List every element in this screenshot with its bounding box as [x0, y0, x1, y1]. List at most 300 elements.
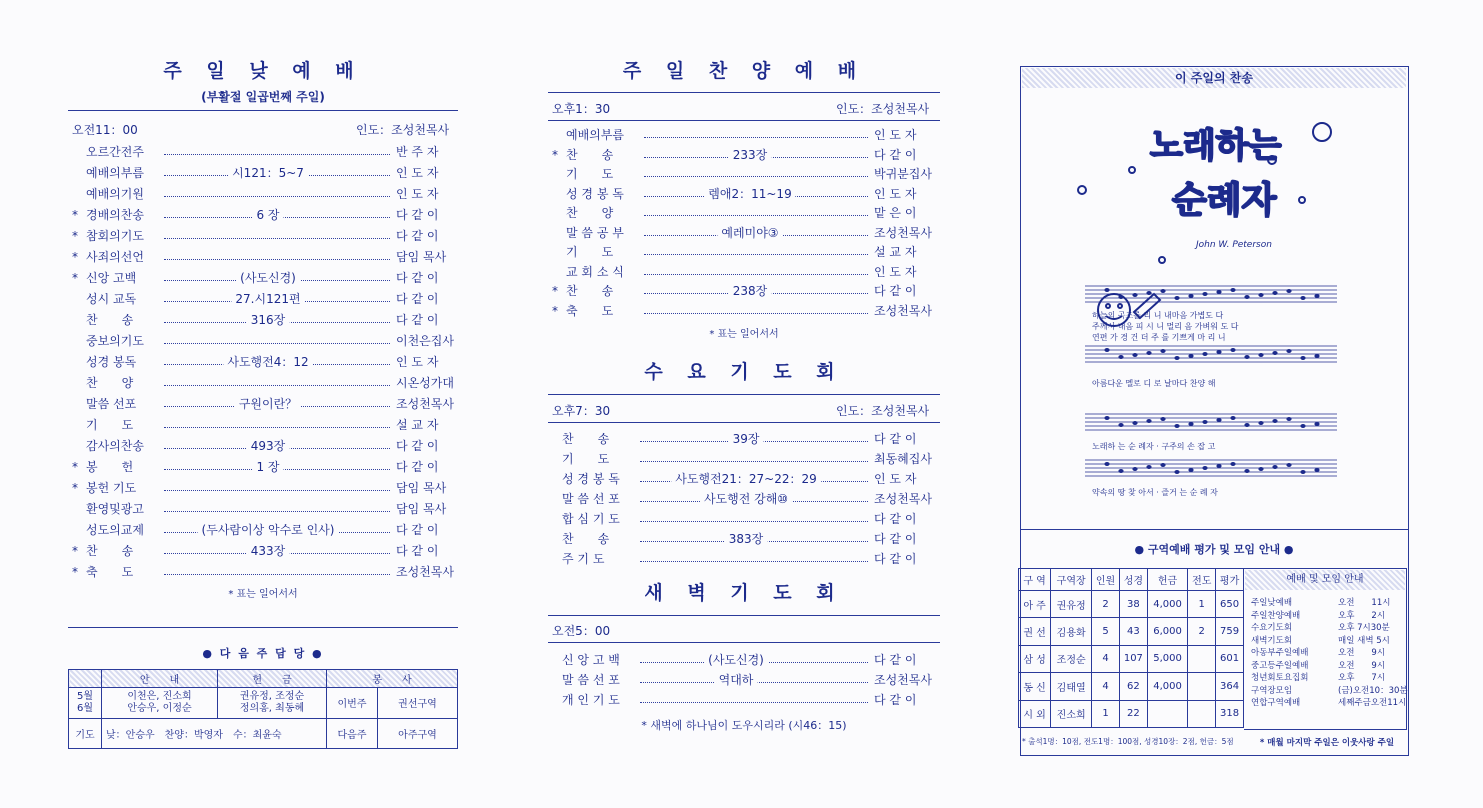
- item-value: 433장: [247, 542, 290, 560]
- item-label: 찬 송: [566, 147, 614, 162]
- item-leader: 다 같 이: [874, 512, 917, 526]
- item-leader: 조성천목사: [874, 303, 932, 318]
- item-label: 기 도: [566, 167, 614, 181]
- list-item: [552, 185, 940, 203]
- item-label: 경배의찬송: [86, 208, 144, 222]
- section-title: 새 벽 기 도 회: [644, 582, 844, 604]
- list-item: [72, 395, 458, 413]
- item-value: 사도행전 강해⑩: [700, 490, 792, 508]
- eval-cell: [1147, 700, 1188, 727]
- item-value: 역대하: [715, 671, 758, 689]
- list-item: [72, 143, 458, 161]
- music-note: [1104, 416, 1109, 420]
- music-note: [1244, 295, 1249, 299]
- duty-header-offering: 헌 금: [218, 670, 327, 688]
- item-value: 27.시121편: [231, 290, 304, 308]
- music-note: [1244, 469, 1249, 473]
- dotted-leader: [164, 259, 390, 260]
- table-row: [1019, 618, 1244, 645]
- dotted-leader: [644, 254, 868, 255]
- music-note: [1174, 356, 1179, 360]
- item-label: 말씀 선포: [86, 397, 137, 411]
- dotted-leader: [164, 574, 390, 575]
- schedule-item-name: 구역장모임: [1251, 685, 1293, 696]
- music-note: [1216, 290, 1221, 294]
- music-note: [1314, 354, 1319, 358]
- standing-mark: *: [552, 147, 558, 162]
- list-item: [72, 311, 458, 329]
- eval-header: 구역장: [1051, 569, 1092, 591]
- music-note: [1118, 295, 1123, 299]
- music-note: [1272, 465, 1277, 469]
- list-item: [72, 542, 458, 560]
- music-note: [1300, 296, 1305, 300]
- schedule-item-time: 세째주금오전11시: [1338, 698, 1407, 708]
- item-value: 238장: [729, 282, 772, 300]
- list-item: [548, 530, 940, 548]
- standing-mark: *: [72, 544, 78, 558]
- item-label: 예배의부름: [86, 166, 144, 180]
- item-label: 말 씀 공 부: [566, 225, 624, 240]
- list-item: [72, 500, 458, 518]
- list-item: [552, 204, 940, 222]
- hymn-title-line2: 순례자: [1172, 180, 1277, 221]
- eval-cell: 4,000: [1147, 591, 1188, 618]
- music-note: [1160, 289, 1165, 293]
- eval-cell: 5: [1092, 618, 1120, 645]
- schedule-item-name: 주일찬양예배: [1251, 610, 1301, 621]
- item-value: 렘애2：11~19: [704, 185, 795, 203]
- item-leader: 담임 목사: [396, 250, 447, 264]
- item-leader: 반 주 자: [396, 145, 439, 159]
- item-value: 구원이란？: [235, 395, 301, 413]
- eval-cell: 107: [1119, 645, 1147, 672]
- page-subtitle: (부활절 일곱번째 주일): [201, 90, 325, 104]
- list-item: [552, 126, 940, 144]
- dotted-leader: [164, 490, 390, 491]
- divider: [548, 92, 940, 93]
- schedule-item-time: 매일 새벽 5시: [1338, 635, 1390, 646]
- eval-cell: 1: [1188, 591, 1216, 618]
- eval-cell: 4: [1092, 645, 1120, 672]
- item-label: 성경 봉독: [86, 355, 137, 369]
- music-note: [1258, 421, 1263, 425]
- eval-cell: 권유정: [1051, 591, 1092, 618]
- dotted-leader: [644, 215, 868, 216]
- list-item: [72, 290, 458, 308]
- service-time: 오전5：00: [552, 624, 611, 638]
- eval-cell: 759: [1216, 618, 1244, 645]
- standing-mark: *: [72, 250, 78, 264]
- dotted-leader: [644, 313, 868, 314]
- list-item: [548, 651, 940, 669]
- eval-header: 구 역: [1019, 569, 1051, 591]
- standing-mark: *: [552, 284, 558, 298]
- list-item: [72, 248, 458, 266]
- list-item: [548, 430, 940, 448]
- list-item: [72, 269, 458, 287]
- monthly-note: * 매월 마지막 주일은 이웃사랑 주일: [1259, 738, 1395, 748]
- music-note: [1132, 421, 1137, 425]
- divider: [548, 615, 940, 616]
- item-value: (두사람이상 악수로 인사): [198, 521, 339, 539]
- composer: John W. Peterson: [1196, 240, 1272, 250]
- music-note: [1272, 291, 1277, 295]
- item-leader: 다 같 이: [874, 532, 917, 546]
- item-value: 1 장: [252, 458, 283, 476]
- item-leader: 다 같 이: [874, 147, 917, 162]
- schedule-item-name: 주일낮예배: [1251, 598, 1293, 608]
- lyrics-refrain2: 노래하 는 순 례자 · 구주의 손 잡 고: [1092, 442, 1216, 451]
- music-note: [1286, 463, 1291, 467]
- item-leader: 다 같 이: [396, 271, 439, 285]
- item-leader: 설 교 자: [396, 418, 439, 432]
- duty-title: ● 다 음 주 담 당 ●: [202, 647, 324, 660]
- eval-cell: 조정순: [1051, 645, 1092, 672]
- item-leader: 인 도 자: [396, 187, 439, 201]
- lyrics-refrain3: 약속의 땅 찾 아서 · 즐거 는 순 례 자: [1092, 488, 1218, 497]
- music-note: [1146, 465, 1151, 469]
- music-note: [1272, 351, 1277, 355]
- eval-header: 전도: [1188, 569, 1216, 591]
- duty-week-label: 다음주: [327, 718, 378, 748]
- item-label: 찬 송: [562, 532, 610, 546]
- schedule-item-time: 오전 9시: [1338, 660, 1386, 671]
- music-note: [1244, 355, 1249, 359]
- music-note: [1230, 462, 1235, 466]
- divider: [1020, 529, 1408, 530]
- item-label: 합 심 기 도: [562, 512, 620, 526]
- music-note: [1230, 416, 1235, 420]
- dotted-leader: [644, 176, 868, 177]
- music-note: [1146, 351, 1151, 355]
- item-leader: 조성천목사: [396, 565, 454, 579]
- item-leader: 다 같 이: [396, 523, 439, 537]
- list-item: [72, 374, 458, 392]
- music-note: [1258, 353, 1263, 357]
- music-note: [1216, 464, 1221, 468]
- list-item: [552, 146, 940, 164]
- item-leader: 인 도 자: [874, 472, 917, 486]
- item-leader: 인 도 자: [874, 264, 917, 279]
- standing-mark: *: [72, 565, 78, 579]
- item-leader: 최동혜집사: [874, 452, 932, 466]
- flower-icon: [1313, 123, 1331, 141]
- service-time: 오후1：30: [552, 102, 611, 116]
- dotted-leader: [644, 137, 868, 138]
- schedule-item-time: 오후 2시: [1338, 610, 1386, 621]
- eval-cell: 318: [1216, 700, 1244, 727]
- eval-cell: 650: [1216, 591, 1244, 618]
- item-label: 축 도: [566, 303, 614, 318]
- item-label: 성 경 봉 독: [566, 186, 624, 201]
- music-note: [1174, 424, 1179, 428]
- item-label: 성도의교제: [86, 523, 144, 537]
- list-item: [72, 416, 458, 434]
- standing-mark: *: [72, 208, 78, 222]
- item-label: 기 도: [566, 245, 614, 259]
- item-label: 기 도: [562, 452, 610, 466]
- item-label: 주 기 도: [562, 552, 605, 566]
- item-label: 오르간전주: [86, 145, 144, 159]
- list-item: [548, 510, 940, 528]
- eval-cell: 김태열: [1051, 673, 1092, 700]
- duty-header-service: 봉 사: [327, 670, 458, 688]
- item-leader: 조성천목사: [874, 673, 932, 687]
- table-row: [1019, 700, 1244, 727]
- service-leader: 인도：조성천목사: [356, 123, 450, 137]
- standing-note: * 표는 일어서서: [709, 329, 779, 340]
- dotted-leader: [164, 385, 390, 386]
- music-note: [1258, 293, 1263, 297]
- item-leader: 다 같 이: [396, 313, 439, 327]
- schedule-item-time: 오전 9시: [1338, 648, 1386, 658]
- music-note: [1258, 467, 1263, 471]
- item-label: 예배의기원: [86, 187, 144, 201]
- music-note: [1216, 418, 1221, 422]
- music-note: [1104, 288, 1109, 292]
- item-value: 사도행전4：12: [223, 353, 312, 371]
- item-leader: 시온성가대: [396, 376, 454, 390]
- schedule-item-name: 아동부주일예배: [1251, 648, 1309, 658]
- music-note: [1174, 470, 1179, 474]
- eval-cell: 4,000: [1147, 673, 1188, 700]
- item-leader: 다 같 이: [874, 653, 917, 667]
- divider: [548, 642, 940, 643]
- item-label: 개 인 기 도: [562, 693, 620, 707]
- standing-mark: *: [72, 229, 78, 243]
- item-value: 6 장: [252, 206, 283, 224]
- standing-mark: *: [72, 460, 78, 474]
- music-note: [1286, 417, 1291, 421]
- eval-header: 헌금: [1147, 569, 1188, 591]
- music-note: [1118, 423, 1123, 427]
- list-item: [548, 490, 940, 508]
- dotted-leader: [644, 274, 868, 275]
- music-note: [1230, 348, 1235, 352]
- music-note: [1244, 423, 1249, 427]
- music-note: [1118, 469, 1123, 473]
- item-leader: 설 교 자: [874, 245, 917, 259]
- duty-service-group: 권선구역: [378, 688, 458, 718]
- eval-cell: 6,000: [1147, 618, 1188, 645]
- eval-cell: 22: [1119, 700, 1147, 727]
- divider: [548, 120, 940, 121]
- list-item: [552, 224, 940, 242]
- list-item: [552, 282, 940, 300]
- music-note: [1160, 349, 1165, 353]
- dotted-leader: [164, 154, 390, 155]
- item-label: 찬 양: [86, 376, 134, 390]
- divider: [68, 627, 458, 628]
- duty-usher-names: 이천은, 진소희 안승우, 이정순: [102, 688, 218, 718]
- duty-header-blank: [69, 670, 102, 688]
- schedule-header: 예배 및 모임 안내: [1245, 570, 1405, 590]
- item-leader: 다 같 이: [396, 544, 439, 558]
- eval-cell: 진소희: [1051, 700, 1092, 727]
- eval-cell: 5,000: [1147, 645, 1188, 672]
- eval-cell: [1188, 645, 1216, 672]
- music-note: [1174, 296, 1179, 300]
- item-leader: 다 같 이: [396, 460, 439, 474]
- section-title: 수 요 기 도 회: [644, 361, 844, 383]
- standing-mark: *: [552, 303, 558, 318]
- eval-cell: [1188, 700, 1216, 727]
- music-note: [1314, 468, 1319, 472]
- list-item: [72, 206, 458, 224]
- eval-header: 성경: [1119, 569, 1147, 591]
- list-item: [548, 450, 940, 468]
- schedule-item-time: 오후 7시: [1338, 673, 1386, 683]
- schedule-item-name: 연합구역예배: [1251, 698, 1301, 708]
- duty-date: 5월 6월: [69, 688, 102, 718]
- hymn-banner: 이 주일의 찬송: [1022, 68, 1406, 88]
- dotted-leader: [640, 521, 868, 522]
- music-note: [1104, 462, 1109, 466]
- lyrics-refrain1: 아름다운 멜로 디 로 날마다 찬양 해: [1092, 379, 1216, 388]
- item-value: (사도신경): [704, 651, 768, 669]
- item-value: 사도행전21：27~22：29: [671, 470, 821, 488]
- item-leader: 인 도 자: [396, 166, 439, 180]
- eval-header: 평가: [1216, 569, 1244, 591]
- schedule-item-name: 중고등주일예배: [1251, 660, 1309, 671]
- dotted-leader: [164, 427, 390, 428]
- item-leader: 인 도 자: [874, 128, 917, 142]
- service-time: 오전11：00: [72, 123, 138, 137]
- list-item: [552, 243, 940, 261]
- music-note: [1300, 470, 1305, 474]
- item-leader: 박귀분집사: [874, 167, 932, 181]
- item-leader: 담임 목사: [396, 502, 447, 516]
- divider: [548, 394, 940, 395]
- divider: [68, 110, 458, 111]
- item-leader: 다 같 이: [874, 284, 917, 298]
- music-note: [1188, 422, 1193, 426]
- table-row: [1019, 645, 1244, 672]
- list-item: [548, 470, 940, 488]
- item-leader: 다 같 이: [874, 432, 917, 446]
- duty-prayer-label: 기도: [69, 718, 102, 748]
- list-item: [72, 479, 458, 497]
- item-label: 신앙 고백: [86, 271, 137, 285]
- item-value: 시121：5~7: [228, 164, 308, 182]
- dotted-leader: [164, 238, 390, 239]
- list-item: [548, 671, 940, 689]
- list-item: [552, 263, 940, 281]
- eval-cell: 4: [1092, 673, 1120, 700]
- item-label: 축 도: [86, 565, 134, 579]
- item-label: 찬 송: [562, 432, 610, 446]
- schedule-item-time: 오전 11시: [1338, 598, 1391, 608]
- item-leader: 조성천목사: [396, 397, 454, 411]
- dotted-leader: [640, 461, 868, 462]
- music-note: [1314, 294, 1319, 298]
- dotted-leader: [164, 196, 390, 197]
- duty-service-group: 아주구역: [378, 718, 458, 748]
- eval-cell: 삼 성: [1019, 645, 1051, 672]
- item-label: 말 씀 선 포: [562, 492, 620, 506]
- page-title: 주 일 낮 예 배: [163, 60, 363, 82]
- list-item: [72, 563, 458, 581]
- music-note: [1104, 348, 1109, 352]
- schedule-item-time: 오후 7시30분: [1338, 623, 1390, 633]
- eval-cell: 2: [1188, 618, 1216, 645]
- dawn-verse: * 새벽에 하나님이 도우시리라 (시46：15): [641, 719, 847, 732]
- item-leader: 인 도 자: [396, 355, 439, 369]
- list-item: [548, 691, 940, 709]
- standing-note: * 표는 일어서서: [228, 589, 298, 600]
- music-note: [1300, 356, 1305, 360]
- item-value: (사도신경): [236, 269, 300, 287]
- music-note: [1202, 292, 1207, 296]
- item-label: 기 도: [86, 418, 134, 432]
- eval-cell: 동 신: [1019, 673, 1051, 700]
- item-label: 성 경 봉 독: [562, 472, 620, 486]
- lyrics-verse2: 주께서 내음 피 시 니 멀리 음 가벼워 도 다: [1092, 322, 1239, 331]
- eval-cell: 38: [1119, 591, 1147, 618]
- eval-cell: 권 선: [1019, 618, 1051, 645]
- eval-cell: 62: [1119, 673, 1147, 700]
- item-leader: 다 같 이: [396, 439, 439, 453]
- music-note: [1132, 467, 1137, 471]
- schedule-item-time: (금)오전10：30분: [1338, 685, 1408, 696]
- eval-cell: 43: [1119, 618, 1147, 645]
- district-eval-table: [1018, 568, 1244, 728]
- item-value: 493장: [247, 437, 290, 455]
- music-note: [1160, 417, 1165, 421]
- item-label: 봉헌 기도: [86, 481, 137, 495]
- duty-offering-names: 권유정, 조정순 정의홍, 최동혜: [218, 688, 327, 718]
- music-note: [1300, 424, 1305, 428]
- duty-week-label: 이번주: [327, 688, 378, 718]
- list-item: [552, 165, 940, 183]
- music-note: [1216, 350, 1221, 354]
- eval-cell: 2: [1092, 591, 1120, 618]
- item-label: 사죄의선언: [86, 250, 144, 264]
- item-leader: 조성천목사: [874, 492, 932, 506]
- list-item: [72, 437, 458, 455]
- service-leader: 인도：조성천목사: [836, 102, 930, 116]
- item-leader: 다 같 이: [874, 552, 917, 566]
- eval-cell: 364: [1216, 673, 1244, 700]
- music-note: [1132, 353, 1137, 357]
- eval-header: 인원: [1092, 569, 1120, 591]
- music-note: [1132, 293, 1137, 297]
- music-note: [1286, 349, 1291, 353]
- item-label: 말 씀 선 포: [562, 673, 620, 687]
- list-item: [72, 332, 458, 350]
- item-label: 교 회 소 식: [566, 264, 624, 279]
- item-label: 찬 송: [86, 544, 134, 558]
- eval-cell: [1188, 673, 1216, 700]
- table-row: [1019, 673, 1244, 700]
- item-label: 예배의부름: [566, 128, 624, 142]
- item-label: 감사의찬송: [86, 439, 144, 453]
- item-label: 봉 헌: [86, 460, 134, 474]
- music-note: [1314, 422, 1319, 426]
- list-item: [548, 550, 940, 568]
- list-item: [72, 164, 458, 182]
- standing-mark: *: [72, 271, 78, 285]
- eval-cell: 시 외: [1019, 700, 1051, 727]
- duty-prayer-names: 낮：안승우 찬양：박영자 수：최윤숙: [102, 718, 327, 748]
- music-note: [1146, 419, 1151, 423]
- item-value: 316장: [247, 311, 290, 329]
- item-leader: 다 같 이: [874, 693, 917, 707]
- dotted-leader: [164, 343, 390, 344]
- item-label: 신 앙 고 백: [562, 653, 620, 667]
- item-value: 39장: [729, 430, 764, 448]
